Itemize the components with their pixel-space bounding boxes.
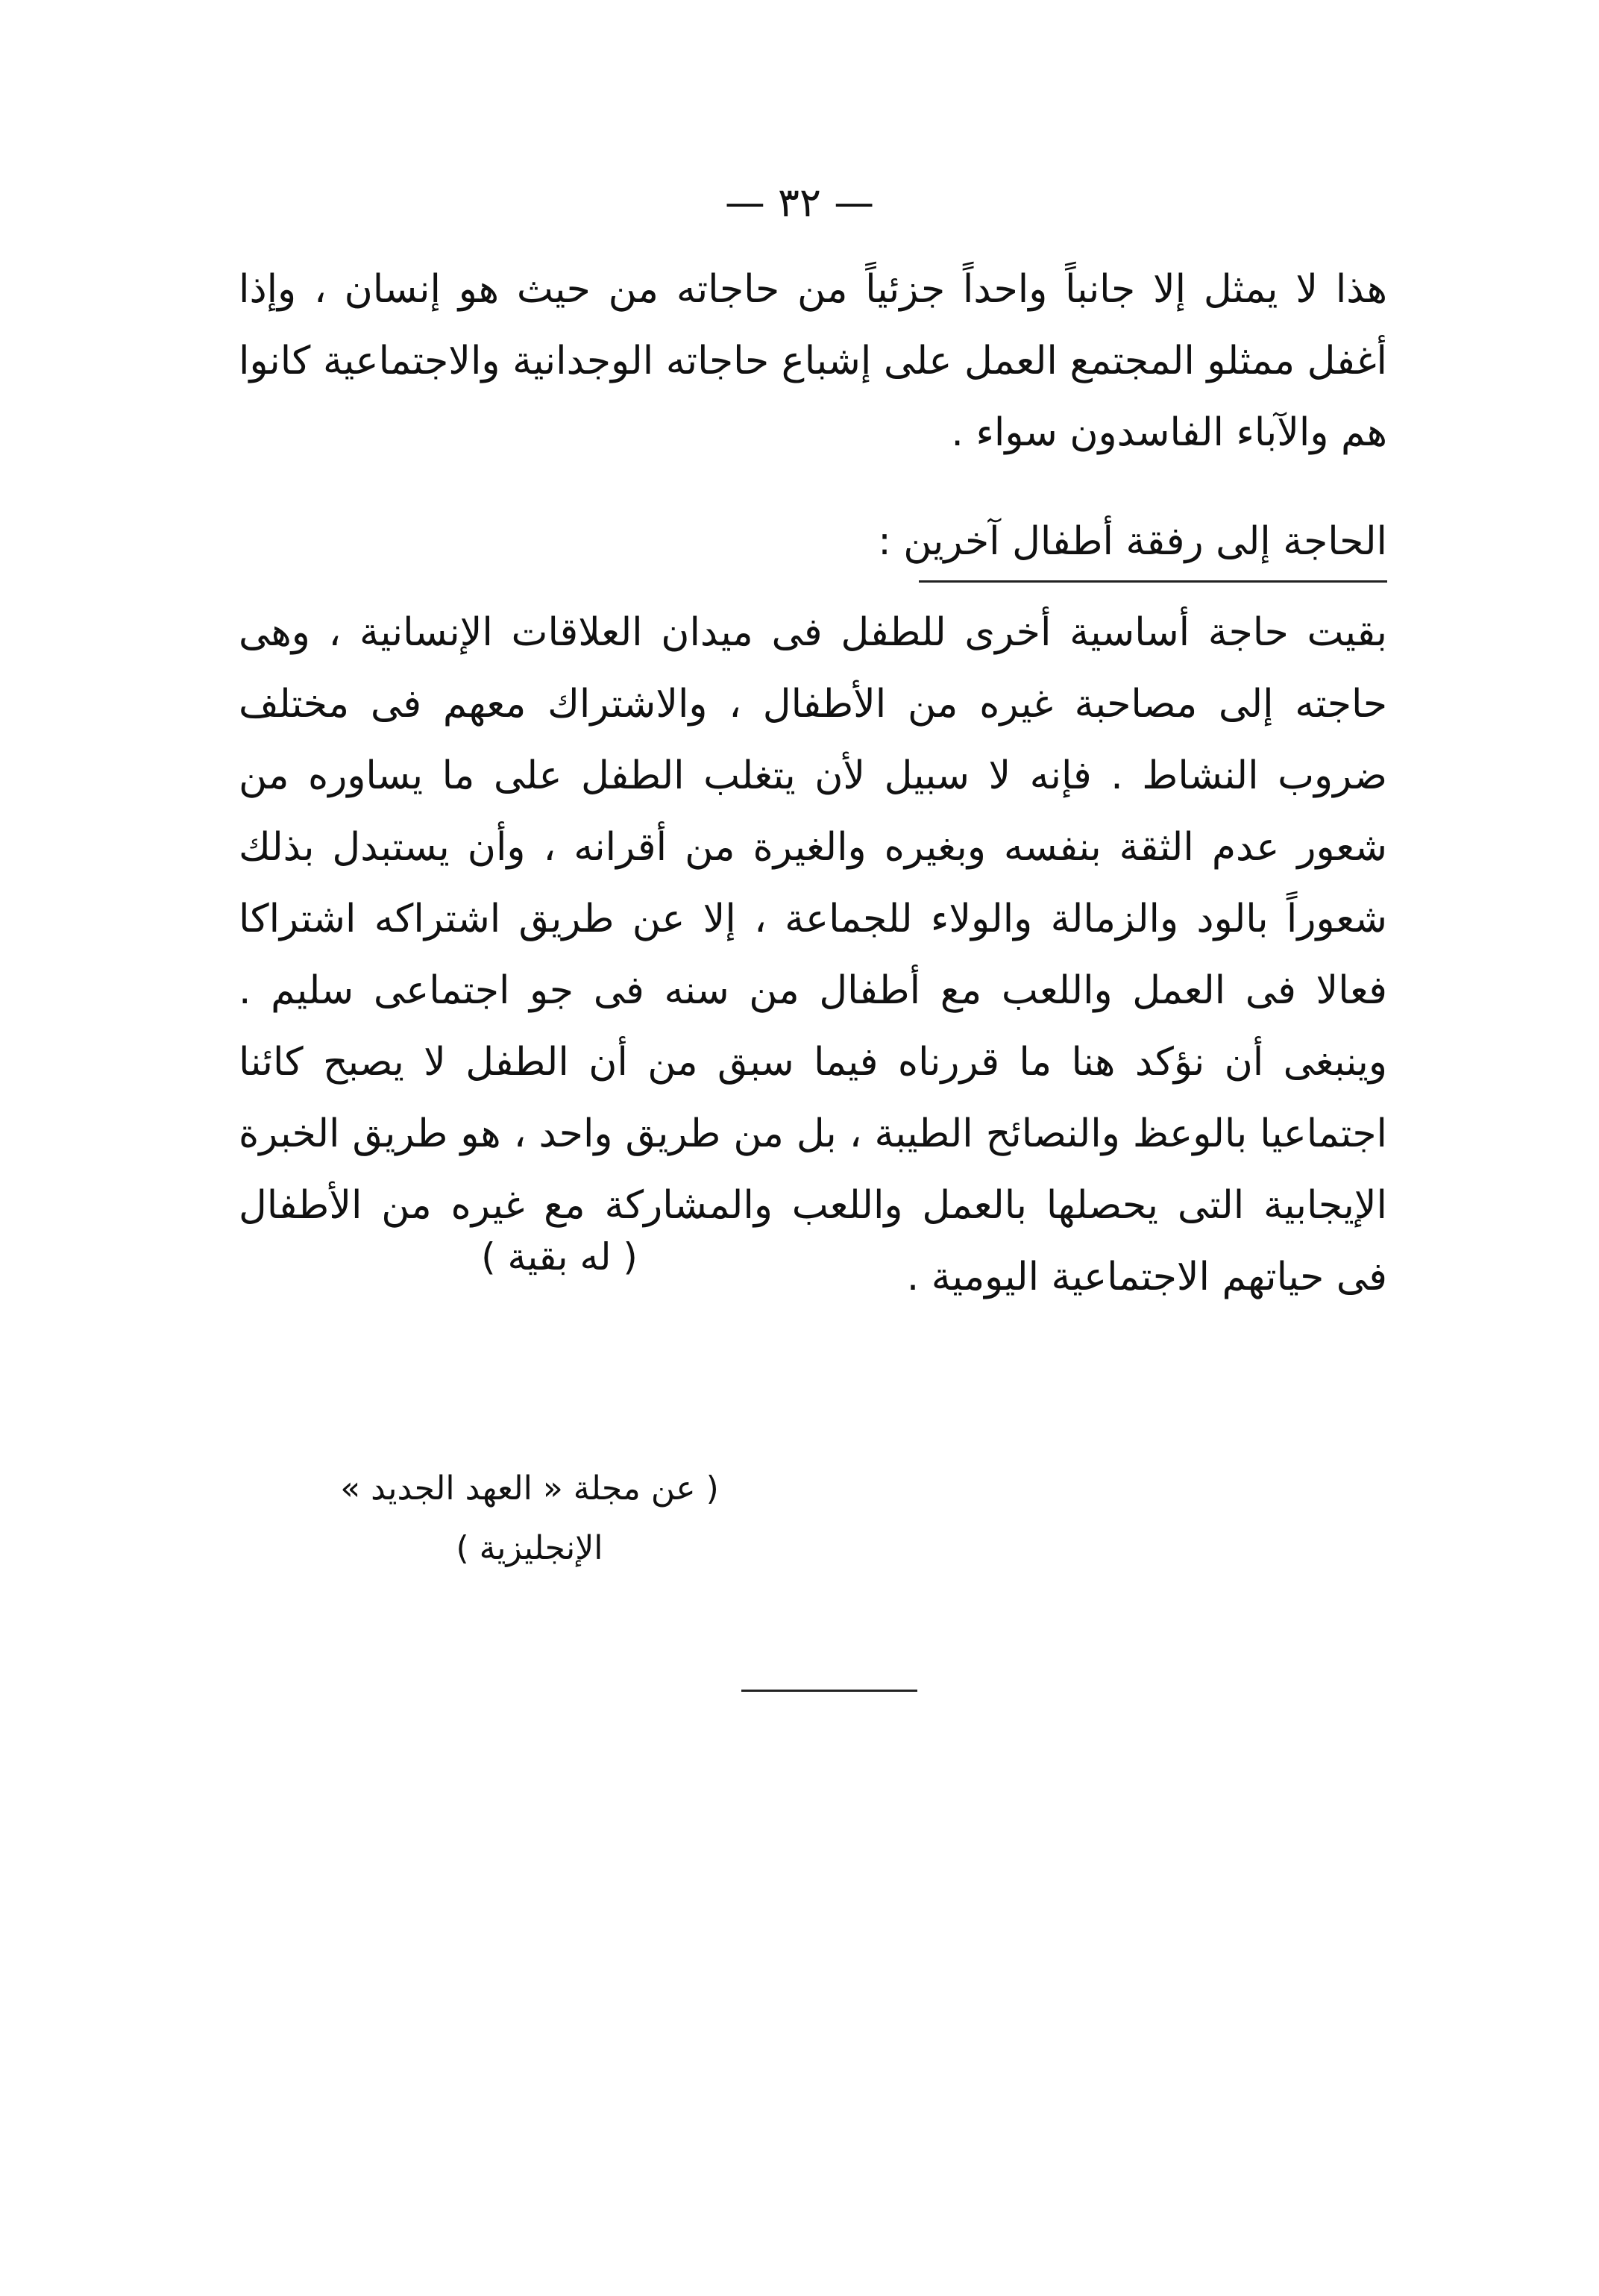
section-body-paragraph: بقيت حاجة أساسية أخرى للطفل فى ميدان العلاقات الإنسانية ، وهى حاجته إلى مصاحبة غيره من الأطفال ، والاشتراك معهم فى مختلف ضروب النشاط . فإنه لا سبيل لأن يتغلب الطفل على ما يساوره من شعور عدم الثقة بنفسه وبغيره والغيرة من أقرانه ، وأن يستبدل بذلك شعوراً بالود والزمالة والولاء للجماعة ، إلا عن طريق اشتراكه اشتراكا فعالا فى العمل واللعب مع أطفال من سنه فى جو اجتماعى سليم . وينبغى أن نؤكد هنا ما قررناه فيما سبق من أن الطفل لا يصبح كائنا اجتماعيا بالوعظ والنصائح الطيبة ، بل من طريق واحد ، هو طريق الخبرة الإيجابية التى يحصلها بالعمل واللعب والمشاركة مع غيره من الأطفال فى حياتهم الاجتماعية اليومية . — [239, 610, 1387, 1299]
page-number: — ٣٢ — — [724, 179, 875, 226]
intro-paragraph: هذا لا يمثل إلا جانباً واحداً جزئياً من حاجاته من حيث هو إنسان ، وإذا أغفل ممثلو المجتمع العمل على إشباع حاجاته الوجدانية والاجتماعية كانوا هم والآباء الفاسدون سواء . — [239, 267, 1387, 455]
section-heading: الحاجة إلى رفقة أطفال آخرين : — [878, 519, 1387, 564]
heading-underline — [919, 580, 1387, 583]
end-divider — [741, 1690, 917, 1692]
source-attribution: ( عن مجلة « العهد الجديد » الإنجليزية ) — [340, 1469, 719, 1567]
to-be-continued-note: ( له بقية ) — [481, 1235, 638, 1279]
